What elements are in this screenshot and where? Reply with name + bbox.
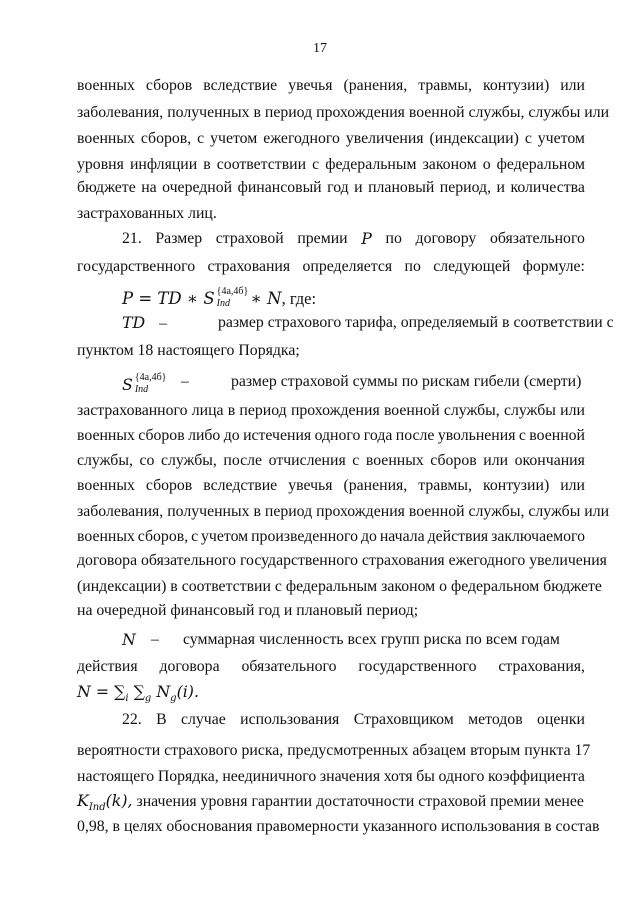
word: (ранения,: [343, 477, 408, 494]
line-text: значения уровня гарантии достаточности страховой премии менее: [136, 793, 584, 810]
formula-sum2: ∑: [128, 682, 145, 701]
word: страхования,: [498, 658, 585, 675]
word: случае: [181, 711, 226, 728]
s-indices: [133, 372, 173, 396]
word: учетом: [201, 528, 249, 545]
definition-text: суммарная численность всех групп риска по всем годам: [183, 631, 560, 648]
dash: –: [181, 373, 189, 390]
word: или: [560, 402, 585, 419]
text-line: [77, 527, 585, 546]
word: с: [524, 130, 532, 147]
word: до: [360, 528, 377, 545]
word: договору: [415, 230, 477, 247]
formula-premium: [122, 286, 585, 310]
formula-tail: (i).: [176, 682, 199, 701]
word: следующей: [433, 258, 511, 275]
sub-g2: g: [170, 693, 177, 704]
word: года: [363, 427, 393, 444]
text-line: договора обязательного государственного страхования ежегодного увеличения: [77, 552, 607, 569]
word: В: [156, 711, 167, 728]
text-line: вероятности страхового риска, предусмотренных абзацем вторым пункта 17: [77, 742, 591, 759]
text-line: [77, 401, 585, 420]
s-sup: {4а,4б}: [134, 372, 167, 383]
word: службы,: [443, 402, 500, 419]
sub-g: g: [144, 693, 152, 704]
word: военных: [77, 477, 135, 494]
dash: –: [151, 631, 159, 648]
definition-text: размер страховой суммы по рискам гибели (смерти): [231, 373, 582, 390]
word: военной: [529, 427, 585, 444]
formula-sub: Ind: [216, 298, 231, 309]
text-line: на очередной финансовый год и плановый период;: [77, 602, 419, 619]
word: в: [227, 402, 236, 419]
word: одного: [438, 768, 485, 785]
word: обязательного: [489, 230, 585, 247]
word: увечья: [288, 477, 333, 494]
word: 21.: [122, 230, 142, 247]
text-line: [77, 178, 585, 197]
word: службы: [503, 402, 556, 419]
word: уровня: [77, 156, 124, 173]
s-sub: Ind: [134, 384, 149, 395]
word: военных: [77, 528, 135, 545]
text-line: [77, 451, 585, 470]
word: премии: [297, 230, 348, 247]
text-line: (индексации) в соответствии с федеральным законом о федеральном бюджете: [77, 578, 602, 595]
word: период,: [439, 179, 492, 196]
word: действия: [427, 528, 489, 545]
formula-sup: {4а,4б}: [216, 286, 249, 297]
text-line: [77, 129, 585, 148]
formula-ng: N: [151, 682, 171, 701]
p21-first-line: [122, 229, 585, 248]
word: и: [354, 179, 363, 196]
word: или: [483, 452, 509, 469]
formula-rhs: ∗ N: [250, 289, 282, 308]
word: или: [560, 77, 585, 94]
word: сборов,: [140, 130, 192, 147]
symbol-k: K: [77, 791, 89, 810]
word: одного: [314, 427, 361, 444]
word: Страховщиком: [353, 711, 454, 728]
word: страховой: [215, 230, 284, 247]
word: государственного: [77, 258, 196, 275]
word: договора: [159, 658, 220, 675]
word: увеличения: [345, 130, 424, 147]
word: отчисления: [268, 452, 346, 469]
word: с: [197, 130, 205, 147]
word: соответствии: [216, 156, 307, 173]
text-line: [77, 767, 585, 786]
word: начала: [379, 528, 425, 545]
word: период: [239, 402, 287, 419]
kind-line: [77, 791, 585, 817]
sub-i: i: [125, 693, 129, 704]
word: определяется: [302, 258, 393, 275]
formula-tail: , где:: [281, 289, 317, 308]
word: лица: [191, 402, 224, 419]
word: истечения: [243, 427, 312, 444]
word: федеральном: [496, 156, 585, 173]
definition-td: [122, 313, 614, 333]
formula-lhs: P = TD ∗ S: [122, 289, 215, 308]
word: бюджете: [77, 179, 136, 196]
text-line: [77, 257, 585, 276]
word: (ранения,: [343, 77, 408, 94]
word: коэффициента: [487, 768, 585, 785]
word: финансовый: [237, 179, 322, 196]
word: ежегодного: [263, 130, 340, 147]
symbol-n: N: [122, 630, 136, 649]
word: контузии): [482, 77, 550, 94]
word: военных: [365, 452, 424, 469]
word: службы,: [77, 452, 133, 469]
dash: –: [159, 315, 168, 332]
word: с: [191, 528, 199, 545]
word: произведенного: [251, 528, 359, 545]
word: военной: [383, 402, 440, 419]
word: травмы,: [418, 477, 472, 494]
text-line: [77, 76, 585, 95]
word: инфляции: [129, 156, 198, 173]
word: по: [404, 258, 421, 275]
sub-ind: Ind: [88, 802, 106, 813]
word: количества: [510, 179, 585, 196]
formula-n: [77, 682, 585, 708]
word: обязательного: [241, 658, 337, 675]
word: вследствие: [203, 77, 278, 94]
definition-n: [122, 630, 585, 650]
word: сборов: [138, 427, 185, 444]
word: федеральным: [325, 156, 417, 173]
word: учетом: [210, 130, 258, 147]
word: службы,: [160, 452, 217, 469]
symbol-p: P: [361, 229, 372, 248]
word: настоящего: [77, 768, 155, 785]
word: хотя: [383, 768, 413, 785]
word: учетом: [537, 130, 585, 147]
word: (индексации): [429, 130, 519, 147]
text-line: заболевания, полученных в период прохождения военной службы, службы или: [77, 503, 610, 520]
word: год: [327, 179, 349, 196]
text-line: [77, 155, 585, 174]
word: контузии): [482, 477, 550, 494]
word: военных: [77, 77, 135, 94]
definition-s: [122, 372, 585, 396]
text-line: [77, 476, 585, 495]
formula-sum: N = ∑: [77, 682, 126, 701]
word: сборов: [145, 77, 193, 94]
word: со: [139, 452, 155, 469]
word: очередной: [162, 179, 233, 196]
word: на: [141, 179, 157, 196]
word: страхования: [207, 258, 291, 275]
word: бы: [416, 768, 435, 785]
word: увечья: [288, 77, 333, 94]
symbol-s: S: [122, 375, 133, 394]
word: сборов: [430, 452, 477, 469]
word: с: [352, 452, 360, 469]
word: Порядка,: [157, 768, 219, 785]
word: в: [203, 156, 211, 173]
word: значения: [319, 768, 381, 785]
page-number: 17: [313, 41, 327, 56]
word: увольнения: [437, 427, 516, 444]
text-line: 0,98, в целях обоснования правомерности указанного использования в состав: [77, 818, 600, 835]
symbol-td: TD: [122, 313, 146, 332]
word: Размер: [155, 230, 203, 247]
formula-indices: [215, 286, 251, 310]
word: военных: [77, 130, 135, 147]
word: или: [560, 477, 585, 494]
word: формуле:: [522, 258, 585, 275]
word: с: [312, 156, 320, 173]
word: прохождения: [290, 402, 380, 419]
word: после: [395, 427, 435, 444]
word: окончания: [514, 452, 585, 469]
word: о: [482, 156, 491, 173]
text-line: заболевания, полученных в период прохождения военной службы, службы или: [77, 104, 610, 121]
word: сборов: [145, 477, 193, 494]
definition-text: размер страхового тарифа, определяемый в соответствии с: [218, 314, 614, 331]
word: заключаемого: [491, 528, 585, 545]
word: законом: [422, 156, 477, 173]
word: плановый: [368, 179, 435, 196]
word: оценки: [537, 711, 585, 728]
word: и: [496, 179, 505, 196]
word: использования: [240, 711, 340, 728]
word: неединичного: [222, 768, 317, 785]
text-line: пунктом 18 настоящего Порядка;: [77, 342, 300, 359]
word: 22.: [122, 711, 142, 728]
word: сборов,: [137, 528, 189, 545]
word: действия: [77, 658, 138, 675]
text-line: [77, 657, 585, 676]
word: вследствие: [203, 477, 278, 494]
word: застрахованного: [77, 402, 188, 419]
word: методов: [468, 711, 523, 728]
word: с: [518, 427, 526, 444]
word: государственного: [358, 658, 477, 675]
word: военных: [77, 427, 135, 444]
word: травмы,: [418, 77, 472, 94]
k-arg: (k),: [105, 791, 133, 810]
text-line: [77, 426, 585, 445]
word: после: [223, 452, 263, 469]
p22-first-line: [122, 710, 585, 729]
word: по: [385, 230, 402, 247]
text-line: застрахованных лиц.: [77, 205, 217, 222]
word: либо: [188, 427, 221, 444]
word: до: [223, 427, 240, 444]
